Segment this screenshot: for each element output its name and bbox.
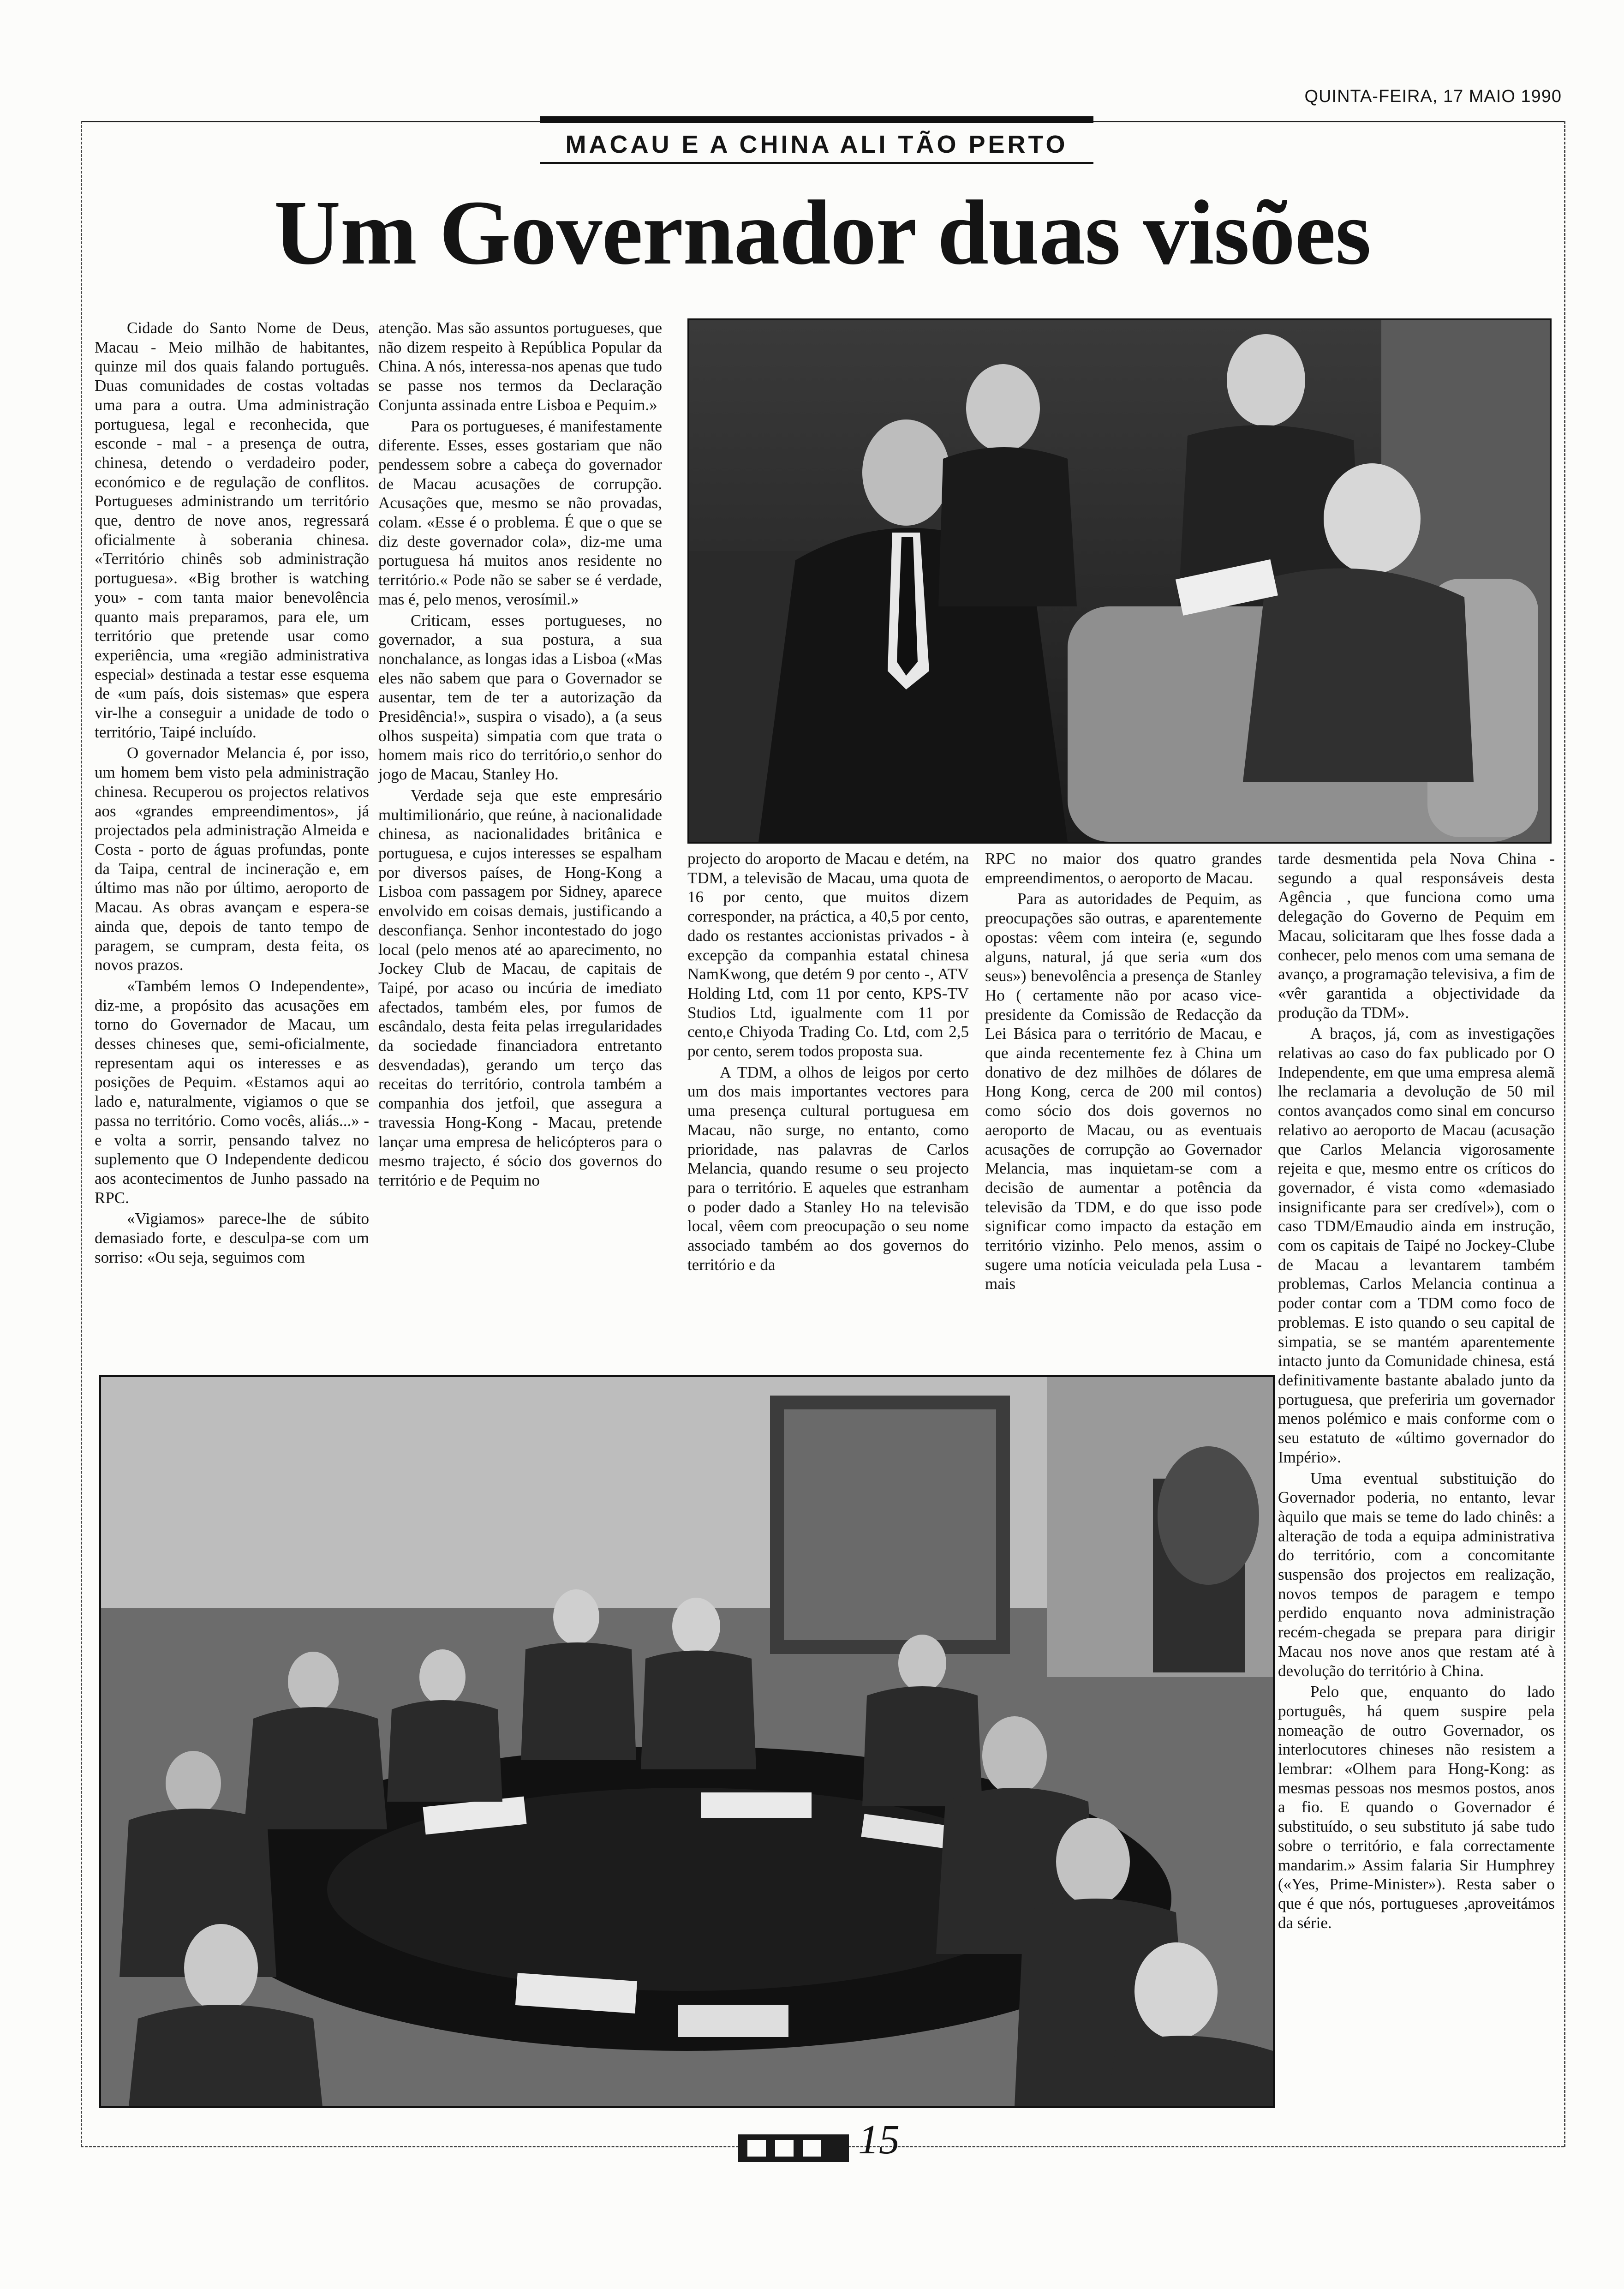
- article-column-4: [985, 849, 1262, 1357]
- paragraph: A braços, já, com as investigações relativas ao caso do fax publicado por O Independente, em que uma empresa alemã lhe reclamaria a devolução de 50 mil contos avançados como sinal em concurso relativo ao aeroporto de Macau (acusação que Carlos Melancia vigorosamente rejeita e que, mesmo entre os críticos do governador, é vista como «demasiado insignificante para ser credível»), com o caso TDM/Emaudio ainda em instrução, com os capitais de Taipé no Jockey-Clube de Macau a levantarem também problemas, Carlos Melancia continua a poder contar com a TDM como foco de problemas. E isto quando o seu capital de simpatia, se se mantém aparentemente intacto junto da Comunidade chinesa, está definitivamente bastante abalado junto da portuguesa, que preferiria um governador menos polémico e mais conforme com o seu estatuto de «último governador do Império».: [1278, 1025, 1555, 1466]
- paragraph: projecto do aroporto de Macau e detém, na TDM, a televisão de Macau, uma quota de 16 por cento, que muitos dizem corresponder, na práctica, a 40,5 por cento, dado os restantes accionistas privados - à excepção da companhia estatal chinesa NamKwong, que detém 9 por cento -, ATV Holding Ltd, com 11 por cento, KPS-TV Studios Ltd, igualmente com 11 por cento,e Chiyoda Trading Co. Ltd, com 2,5 por cento, serem todos proposta sua.: [687, 850, 969, 1061]
- paragraph: tarde desmentida pela Nova China - segundo a qual responsáveis desta Agência , que funciona como uma delegação do Governo de Pequim em Macau, solicitaram que lhes fosse dada a conhecer, pelo menos com uma semana de avanço, a programação televisiva, a fim de «vêr garantida a objectividade da produção da TDM».: [1278, 850, 1555, 1022]
- paragraph: atenção. Mas são assuntos portugueses, que não dizem respeito à República Popular da China. A nós, interessa-nos apenas que tudo se passe nos termos da Declaração Conjunta assinada entre Lisboa e Pequim.»: [378, 319, 662, 414]
- paragraph: O governador Melancia é, por isso, um homem bem visto pela administração chinesa. Recuperou os projectos relativos aos «grandes empreendimentos», já projectados pela administração Almeida e Costa - porto de águas profundas, ponte da Taipa, central de incineração e, em último mas não por último, aeroporto de Macau. As obras avançam e espera-se ainda que, depois de tanto tempo de paragem, se cumpram, desta feita, os novos prazos.: [95, 744, 369, 974]
- paragraph: Para as autoridades de Pequim, as preocupações são outras, e aparentemente opostas: vêem com inteira (e, segundo alguns, natural, já que seria «um dos seus») benevolência a presença de Stanley Ho ( certamente não por acaso vice-presidente da Comissão de Redacção da Lei Básica para o território de Macau, e que ainda recentemente fez à China um donativo de dez milhões de dólares de Hong Kong, cerca de 200 mil contos) como sócio dos dois governos no aeroporto de Macau, ou as eventuais acusações de corrupção ao Governador Melancia, mas inquietam-se com a decisão de aumentar a potência da televisão da TDM, e do que isso pode significar como impacto da estação em território vizinho. Pelo menos, assim o sugere uma notícia veiculada pela Lusa - mais: [985, 890, 1262, 1293]
- paragraph: Pelo que, enquanto do lado português, há quem suspire pela nomeação de outro Governador, os interlocutores chineses não resistem a lembrar: «Olhem para Hong-Kong: as mesmas pessoas nos mesmos postos, anos a fio. E quando o Governador é substituído, o seu substituto já sabe tudo sobre o território, e fala correctamente mandarim.» Assim falaria Sir Humphrey («Yes, Prime-Minister»). Resta saber o que é que nós, portugueses ,aproveitámos da série.: [1278, 1683, 1555, 1932]
- headline: Um Governador duas visões: [274, 182, 1371, 284]
- paragraph: «Vigiamos» parece-lhe de súbito demasiado forte, e desculpa-se com um sorriso: «Ou seja, seguimos com: [95, 1210, 369, 1266]
- paragraph: A TDM, a olhos de leigos por certo um dos mais importantes vectores para uma presença cultural portuguesa em Macau, não surge, no entanto, como prioridade, nas palavras de Carlos Melancia, quando resume o seu projecto para o território. E aqueles que estranham o poder dado a Stanley Ho na televisão local, vêem com preocupação o seu nome associado também ao dos governos do território e da: [687, 1063, 969, 1274]
- paragraph: Criticam, esses portugueses, no governador, a sua postura, a sua nonchalance, as longas idas a Lisboa («Mas eles não sabem que para o Governador se ausentar, tem de ter a autorização da Presidência!», suspira o visado), a (a seus olhos suspeita) simpatia com que trata o homem mais rico do território,o senhor do jogo de Macau, Stanley Ho.: [378, 611, 662, 784]
- photo-officials-seated: [687, 318, 1552, 844]
- paragraph: Verdade seja que este empresário multimilionário, que reúne, à nacionalidade chinesa, as nacionalidades britânica e portuguesa, e cujos interesses se espalham por diversos países, de Hong-Kong a Lisboa com passagem por Sidney, aparece envolvido em coisas demais, justificando a desconfiança. Senhor incontestado do jogo local (pelo menos até ao aparecimento, no Jockey Club de Macau, de capitais de Taipé, por acaso ou incúria de imediato afectados, também eles, por fumos de escândalo, desta feita pelas irregularidades da sociedade financiadora entretanto desvendadas), gerando um terço das receitas do território, controla também a companhia dos jetfoil, que assegura a travessia Hong-Kong - Macau, pretende lançar uma empresa de helicópteros para o mesmo trajecto, é sócio dos governos do território e de Pequim no: [378, 786, 662, 1189]
- kicker-bar: [540, 116, 1093, 123]
- paragraph: «Também lemos O Independente», diz-me, a propósito das acusações em torno do Governador de Macau, um desses chineses que, semi-oficialmente, representam aqui os interesses e as posições de Pequim. «Estamos aqui ao lado e, naturalmente, vigiamos o que se passa no território. Como vocês, aliás...» - e volta a sorrir, pensando talvez no suplemento que O Independente dedicou aos acontecimentos de Junho passado na RPC.: [95, 977, 369, 1207]
- right-rule: [1564, 121, 1565, 2147]
- left-rule: [81, 121, 82, 2147]
- article-column-1: [95, 318, 369, 1366]
- photo-image: [689, 320, 1550, 842]
- paragraph: Cidade do Santo Nome de Deus, Macau - Meio milhão de habitantes, quinze mil dos quais falando português. Duas comunidades de costas voltadas uma para a outra. Uma administração portuguesa, legal e reconhecida, que esconde - mal - a presença de outra, chinesa, detendo o verdadeiro poder, económico e de regulação de conflitos. Portugueses administrando um território que, dentro de nove anos, regressará oficialmente à soberania chinesa. «Território chinês sob administração portuguesa». «Big brother is watching you» - com tanta maior benevolência quanto mais preparamos, para ele, um território que pretende usar como experiência, uma «região administrativa especial» destinada a testar esse esquema de «um país, dois sistemas» que espera vir-lhe a conseguir a unidade de todo o território, Taipé incluído.: [95, 319, 369, 741]
- page-number: 15: [858, 2117, 900, 2163]
- dateline: QUINTA-FEIRA, 17 MAIO 1990: [1304, 87, 1562, 106]
- article-column-3: [687, 849, 969, 1357]
- photo-meeting-table: [99, 1375, 1275, 2108]
- photo-image: [101, 1377, 1273, 2106]
- paragraph: Uma eventual substituição do Governador poderia, no entanto, levar àquilo que mais se teme do lado chinês: a alteração de toda a equipa administrativa do território, com a concomitante suspensão dos projectos em realização, novos tempos de paragem e tempo perdido enquanto nova administração recém-chegada se prepara para dirigir Macau nos nove anos que restam até à devolução do território à China.: [1278, 1469, 1555, 1680]
- paragraph: RPC no maior dos quatro grandes empreendimentos, o aeroporto de Macau.: [985, 850, 1262, 887]
- article-column-2: [378, 318, 662, 1366]
- page-logo: [738, 2130, 854, 2167]
- paragraph: Para os portugueses, é manifestamente diferente. Esses, esses gostariam que não pendessem sobre a cabeça do governador de Macau acusações de corrupção. Acusações que, mesmo se não provadas, colam. «Esse é o problema. É que o que se diz deste governador cola», diz-me uma portuguesa há muitos anos residente no território.« Pode não se saber se é verdade, mas é, pelo menos, verosímil.»: [378, 417, 662, 608]
- article-column-5: [1278, 849, 1555, 2123]
- section-kicker: MACAU E A CHINA ALI TÃO PERTO: [540, 127, 1093, 164]
